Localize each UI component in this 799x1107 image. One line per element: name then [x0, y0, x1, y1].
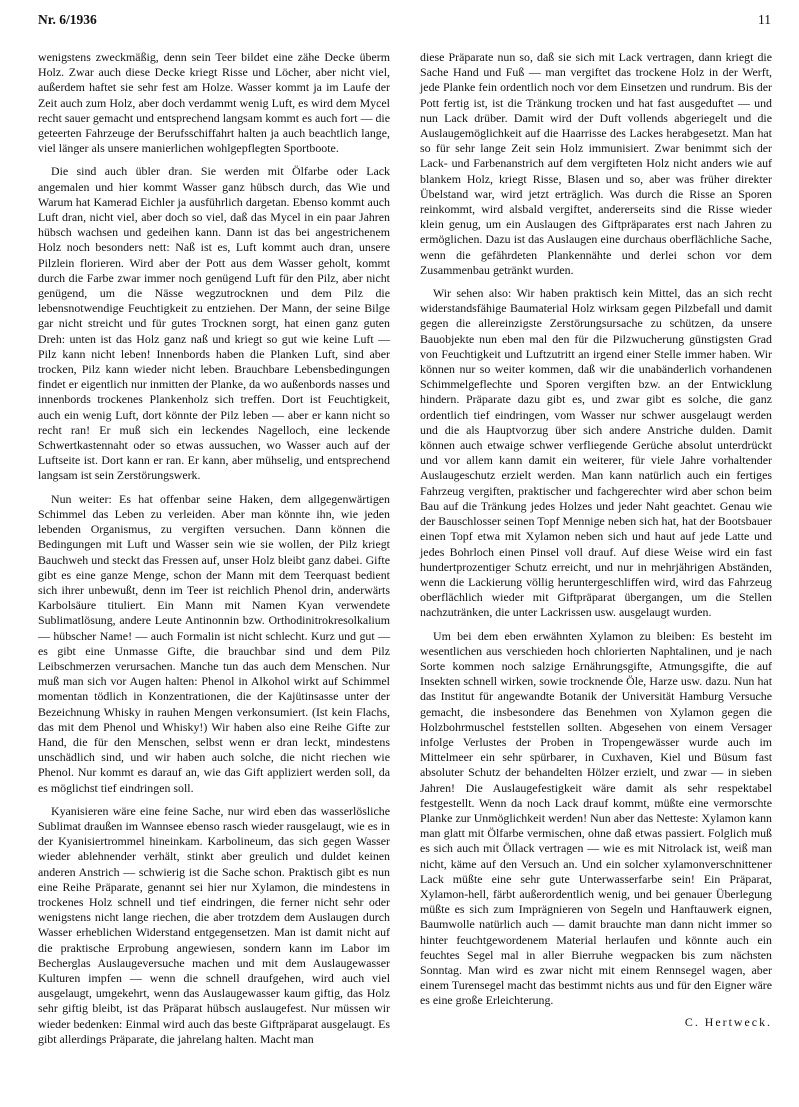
- left-column: [38, 50, 390, 1055]
- paragraph: Kyanisieren wäre eine feine Sache, nur wird eben das wasserlösliche Sublimat draußen im Wannsee ebenso rasch wieder rausgelaugt, wie es in der Kyanisiertrommel hineinkam. Karbolineum, das sich gegen Wasser wieder ablehnender verhält, stinkt aber greulich und duldet keinen anderen Anstrich — schwierig ist die Sache schon. Praktisch gibt es nun eine Reihe Präparate, genannt sei hier nur Xylamon, die mindestens in trockenes Holz schnell und tief eindringen, die ferner nicht sehr oder wenigstens nicht lange riechen, die aber trotzdem dem Auslaugen durch Wasser erheblichen Widerstand entgegensetzen. Man ist damit nicht auf die praktische Erprobung angewiesen, sondern kann im Labor im Becherglas Auslaugeversuche machen und mit dem Auslaugewasser Kulturen impfen — wenn die schnell draufgehen, wird auch viel ausgelaugt, umgekehrt, wenn das Auslaugewasser kaum giftig, das Holz sehr giftig bleibt, ist das Präparat hübsch auslaugefest. Nur müssen wir wieder bedenken: Einmal wird auch das beste Giftpräparat ausgelaugt. Es gibt allerdings Präparate, die jahrelang halten. Macht man: [38, 803, 390, 1046]
- paragraph: Die sind auch übler dran. Sie werden mit Ölfarbe oder Lack angemalen und hier kommt Wasser ganz hübsch durch, das Wie und Warum hat Kamerad Eichler ja ausführlich dargetan. Ebenso kommt auch Luft dran, nicht viel, aber doch so viel, daß das Mycel in ein paar Jahren hübsch wachsen und gedeihen kann. Dann ist das bei angestrichenem Holz noch besonders nett: Naß ist es, Luft kommt auch dran, unsere Pilzlein florieren. Wird aber der Pott aus dem Wasser geholt, kommt durch die Farbe zwar immer noch genügend Luft für den Pilz, aber nicht genügend, um die Nässe wegzutrocknen und dem Pilz die lebensnotwendige Feuchtigkeit zu entziehen. Der Mann, der seine Bilge gar nicht streicht und für gutes Trocknen sorgt, hat einen ganz guten Dreh: unten ist das Holz ganz naß und kriegt so gut wie keine Luft — Pilz kann nicht leben! Innenbords haben die Planken Luft, sind aber trocken, Pilz kann wieder nicht leben. Brauchbare Lebensbedingungen findet er eigentlich nur inmitten der Planke, da wo außenbords nasses und innenbords trockenes Plankenholz sich treffen. Dort ist Feuchtigkeit, auch ein wenig Luft, dort könnte der Pilz leben — aber er kann nicht so recht ran! Er muß sich ein leckendes Nagelloch, eine leckende Schwertkastennaht oder so etwas aussuchen, wo Wasser auch auf der Luftseite ist. Dort kann er ran. Er kann, aber mühselig, und entsprechend langsam ist sein Zerstörungswerk.: [38, 164, 390, 483]
- paragraph: Wir sehen also: Wir haben praktisch kein Mittel, das an sich recht widerstandsfähige Baumaterial Holz wirksam gegen Pilzbefall und damit gegen die allereinzigste Zerstörungsursache zu schützen, da unsere Bauobjekte nun eben mal den für die Pilzwucherung günstigsten Grad von Feuchtigkeit und Luftzutritt an irgend einer Stelle immer haben. Wir können nur so weiter kommen, daß wir die unabänderlich vorhandenen Schimmelgeflechte und Sporen vergiften bzw. an der Entwicklung hindern. Präparate dazu gibt es, und zwar gibt es solche, die ganz ordentlich tief eindringen, vom Wasser nur schwer ausgelaugt werden und die als Hauptvorzug über sich andere Anstriche dulden. Damit können auch etwaige schwer verfliegende Gerüche absolut unterdrückt und vor allem kann damit ein weiterer, für viele Jahre vorhaltender Auslaugeschutz erzielt werden. Man kann natürlich auch ein fertiges Fahrzeug vergiften, praktischer und fachgerechter wird aber schon beim Bau auf die Tränkung jedes Holzes und jeder Naht geachtet. Genau wie der Bauschlosser seinen Topf Mennige neben sich hat, hat der Bootsbauer einen Topf etwa mit Xylamon neben sich und haut auf jede Latte und jedes Bohrloch einen Pinsel voll drauf. Auf diese Weise wird ein fast hundertprozentiger Schutz erreicht, und nur in mehrjährigen Abständen, wenn die Lackierung völlig heruntergeschliffen wird, wird das Fahrzeug oberflächlich wieder mit Giftpräparat übergangen, um die Stellen nachzutränken, die unter Lackrissen usw. ausgelaugt wurden.: [420, 286, 772, 620]
- paragraph: diese Präparate nun so, daß sie sich mit Lack vertragen, dann kriegt die Sache Hand und Fuß — man vergiftet das trockene Holz in der Werft, jede Planke fein ordentlich noch vor dem Einsetzen und rundrum. Bis der Pott fertig ist, ist die Tränkung trocken und hat fast ausgeduftet — und nun Lack drüber. Damit wird der Duft vollends abgeriegelt und die Auslaugemöglichkeit auf die Haarrisse des Lackes herabgesetzt. Man hat so für sehr lange Zeit sein Holz immunisiert. Zwar benimmt sich der Lack- und Farbenanstrich auf dem vergifteten Holz nicht anders wie auf blankem Holz, kriegt Risse, Blasen und so, aber was früher direkter Übelstand war, wird jetzt erträglich. Was durch die Risse an Sporen reinkommt, wird alsbald vergiftet, andererseits sind die Risse wieder klein genug, um ein Auslaugen des Giftpräparates erst nach Jahren zu ermöglichen. Dazu ist das Auslaugen eine durchaus oberflächliche Sache, wenn die gefährdeten Plankennähte und derlei schon vor dem Zusammenbau getränkt wurden.: [420, 50, 772, 277]
- author-signature: C. Hertweck.: [684, 1014, 772, 1029]
- paragraph: Um bei dem eben erwähnten Xylamon zu bleiben: Es besteht im wesentlichen aus verschieden hoch chlorierten Naphtalinen, und je nach Sorte kommen noch salzige Ernährungsgifte, Atmungsgifte, die auf Insekten schnell wirken, sowie trocknende Öle, Harze usw. dazu. Nun hat das Institut für angewandte Botanik der Universität Hamburg Versuche gemacht, die insbesondere das Benehmen von Xylamon gegen die Holzbohrmuschel feststellen sollten. Abgesehen von einem Versager infolge Verlustes der Proben in Tropengewässer wurde auch im Mittelmeer ein sehr spürbarer, in Cuxhaven, Kiel und Büsum fast absoluter Schutz der behandelten Hölzer erzielt, und zwar — in sieben Jahren! Die Auslaugefestigkeit wäre damit als sehr respektabel festgestellt. Wenn da noch Lack drauf kommt, müßte eine vermorschte Planke zur Unmöglichkeit werden! Nun aber das Netteste: Xylamon kann man glatt mit Ölfarbe vermischen, ohne daß etwas passiert. Folglich muß es sich auch mit Öllack vertragen — wie es mit Nitrolack ist, weiß man nicht, käme auf den Versuch an. Und ein solcher xylamonverschnittener Lack müßte eine sehr gute Unterwasserfarbe sein! Ein Präparat, Xylamon-hell, färbt außerordentlich wenig, und bei genauer Überlegung müßte es sich zum Imprägnieren von Segeln und Hanftauwerk eignen, Baumwolle natürlich auch — damit brauchte man dann nicht immer so hinter feuchtgewordenem Material herlaufen und könnte auch ein feuchtes Segel mal in aller Bierruhe wegpacken bis zum nächsten Sonntag. Man wird es zwar nicht mit einem Rennsegel wagen, aber einem Turensegel macht das bestimmt nichts aus und für den Eigner wäre es eine große Erleichterung.: [420, 628, 772, 1008]
- right-column: [420, 50, 772, 1030]
- page-number: 11: [758, 12, 771, 27]
- paragraph: Nun weiter: Es hat offenbar seine Haken, dem allgegenwärtigen Schimmel das Leben zu verleiden. Aber man könnte ihn, wie jeden lebenden Organismus, zu vergiften versuchen. Dann können die Bedingungen mit Luft und Wasser sein wie sie wollen, der Pilz kriegt Bauchweh und steckt das Fressen auf, unser Holz bleibt ganz dabei. Gifte gibt es eine ganze Menge, schon der Mann mit dem Teerquast bedient sich ihrer unbewußt, denn im Teer ist reichlich Phenol drin, anderwärts Karbolsäure tituliert. Ein Mann mit Namen Kyan verwendete Sublimatlösung, andere Leute Antinonnin bzw. Orthodinitrokresolkalium — hübscher Name! — auch Formalin ist nicht schlecht. Kurz und gut — es gibt eine Unmasse Gifte, die brauchbar sind und dem Pilz Leibschmerzen verursachen. Manche tun das auch dem Menschen. Nur muß man sich vor Augen halten: Phenol in Alkohol wirkt auf Schimmel momentan tödlich in Konzentrationen, die der Kajütinsasse unter der Bezeichnung Whisky in rauhen Mengen verkonsumiert. (Ist kein Flachs, das mit dem Phenol und Whisky!) Wir haben also eine Reihe Gifte zur Hand, die für den Menschen, selbst wenn er dran leckt, mindestens unschädlich sind, und wir haben auch solche, die nicht riechen wie Phenol. Nur kommt es darauf an, wie das Gift appliziert werden soll, da es möglichst tief eindringen soll.: [38, 491, 390, 795]
- issue-number: Nr. 6/1936: [38, 12, 97, 27]
- paragraph: wenigstens zweckmäßig, denn sein Teer bildet eine zähe Decke überm Holz. Zwar auch diese Decke kriegt Risse und Löcher, aber nicht viel, außerdem haftet sie sehr fest am Holze. Wasser kommt ja im Laufe der Zeit auch zum Holz, aber doch verdammt wenig Luft, es wird dem Mycel recht sauer gemacht und entsprechend langsam kommt es auch fort — die geteerten Fahrzeuge der Berufsschiffahrt halten ja auch beachtlich lange, viel länger als unsere manierlichen wohlgepflegten Sportboote.: [38, 50, 390, 156]
